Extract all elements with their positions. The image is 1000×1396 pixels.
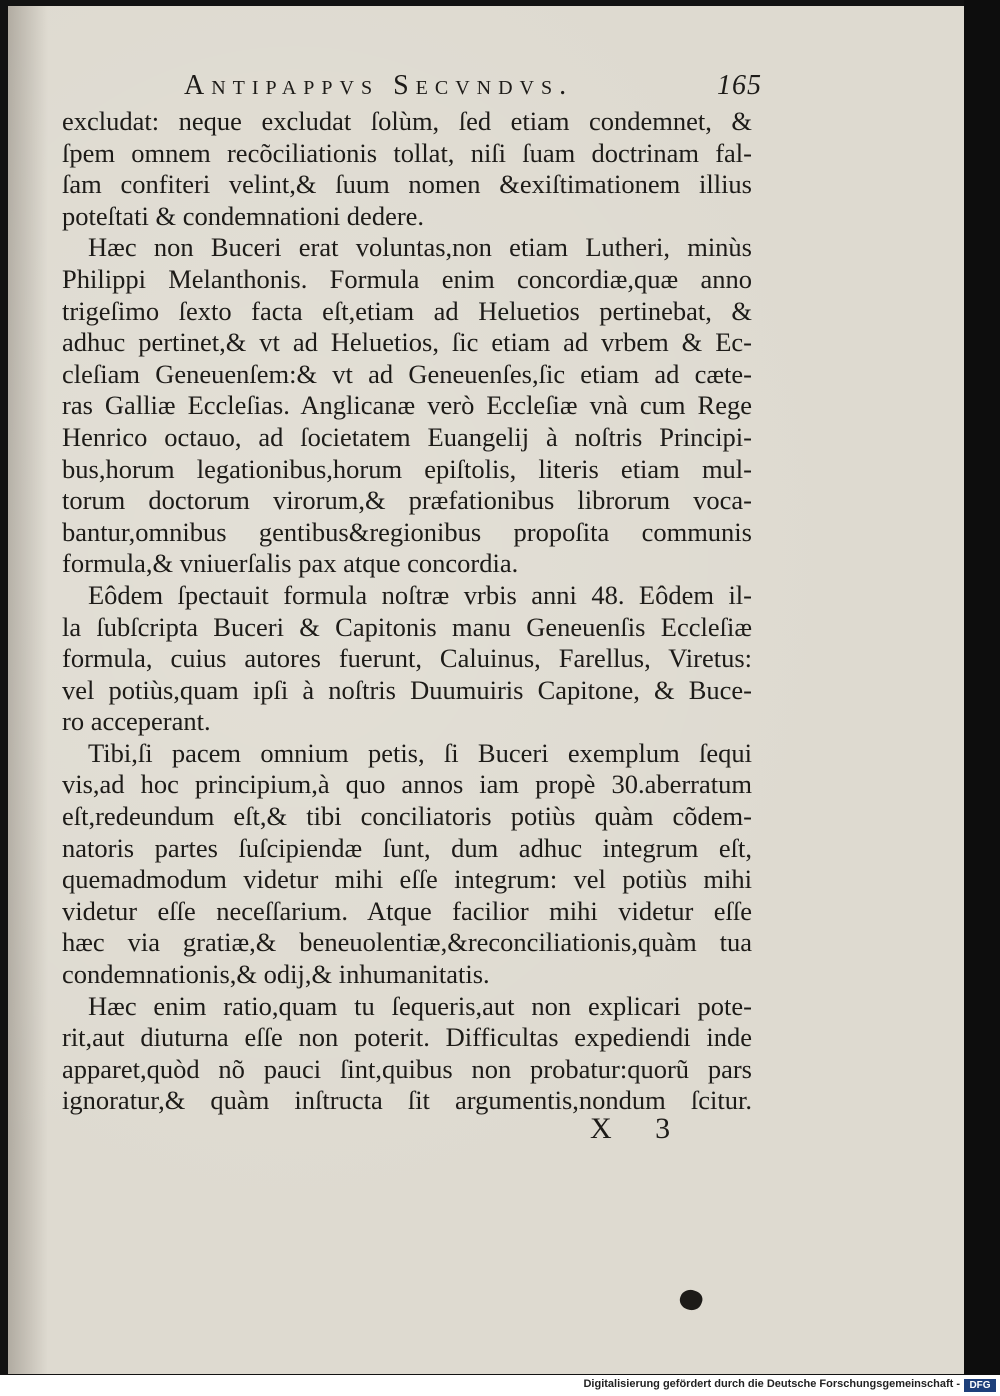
text-line: ſam confiteri velint,& ſuum nomen &exiſtimationem illius xyxy=(62,169,752,200)
text-line: ſpem omnem recõciliationis tollat, niſi ſuam doctrinam fal- xyxy=(62,137,752,168)
text-line: Hæc enim ratio,quam tu ſequeris,aut non explicari pote- xyxy=(88,990,752,1021)
text-line: la ſubſcripta Buceri & Capitonis manu Geneuenſis Eccleſiæ xyxy=(62,611,752,642)
signature-mark: X 3 xyxy=(590,1112,689,1145)
text-line: poteſtati & condemnationi dedere. xyxy=(62,200,425,231)
text-line: trigeſimo ſexto facta eſt,etiam ad Heluetios pertinebat, & xyxy=(62,295,752,326)
text-line: Henrico octauo, ad ſocietatem Euangelij à noſtris Principi- xyxy=(62,421,752,452)
text-line: videtur eſſe neceſſarium. Atque facilior mihi videtur eſſe xyxy=(62,895,752,926)
text-line: vel potiùs,quam ipſi à noſtris Duumuiris Capitone, & Buce- xyxy=(62,674,752,705)
page-text xyxy=(62,66,762,1117)
scan-edge xyxy=(964,0,1000,1375)
running-title: Antipappvs Secvndvs. xyxy=(184,70,574,101)
text-line: cleſiam Geneuenſem:& vt ad Geneuenſes,ſic etiam ad cæte- xyxy=(62,358,752,389)
text-line: ras Galliæ Eccleſias. Anglicanæ verò Eccleſiæ vnà cum Rege xyxy=(62,390,752,421)
text-line: condemnationis,& odij,& inhumanitatis. xyxy=(62,959,490,990)
page-header xyxy=(62,66,762,106)
text-line: ignoratur,& quàm inſtructa ſit argumentis,nondum ſcitur. xyxy=(62,1085,752,1116)
text-line: ro acceperant. xyxy=(62,706,211,737)
text-line: vis,ad hoc principium,à quo annos iam propè 30.aberratum xyxy=(62,769,752,800)
text-line: hæc via gratiæ,& beneuolentiæ,&reconciliationis,quàm tua xyxy=(62,927,752,958)
text-line: natoris partes ſuſcipiendæ ſunt, dum adhuc integrum eſt, xyxy=(62,832,752,863)
dfg-logo: DFG xyxy=(964,1379,996,1392)
page-number: 165 xyxy=(717,70,762,101)
text-line: Eôdem ſpectauit formula noſtræ vrbis anni 48. Eôdem il- xyxy=(88,579,752,610)
text-line: torum doctorum virorum,& præfationibus librorum voca- xyxy=(62,485,752,516)
text-line: Tibi,ſi pacem omnium petis, ſi Buceri exemplum ſequi xyxy=(88,737,752,768)
text-line: Philippi Melanthonis. Formula enim concordiæ,quæ anno xyxy=(62,263,752,294)
text-line: bantur,omnibus gentibus&regionibus propoſita communis xyxy=(62,516,752,547)
text-line: apparet,quòd nõ pauci ſint,quibus non probatur:quorũ pars xyxy=(62,1053,752,1084)
text-line: adhuc pertinet,& vt ad Heluetios, ſic etiam ad vrbem & Ec- xyxy=(62,327,752,358)
digitization-footer xyxy=(0,1376,1000,1396)
text-line: bus,horum legationibus,horum epiſtolis, literis etiam mul- xyxy=(62,453,752,484)
text-line: eſt,redeundum eſt,& tibi conciliatoris potiùs quàm cõdem- xyxy=(62,801,752,832)
text-line: quemadmodum videtur mihi eſſe integrum: vel potiùs mihi xyxy=(62,864,752,895)
text-line: Hæc non Buceri erat voluntas,non etiam Lutheri, minùs xyxy=(88,232,752,263)
text-line: excludat: neque excludat ſolùm, ſed etiam condemnet, & xyxy=(62,106,752,136)
footer-credit: Digitalisierung gefördert durch die Deutsche Forschungsgemeinschaft - xyxy=(583,1378,960,1390)
text-line: formula,& vniuerſalis pax atque concordia. xyxy=(62,548,519,579)
text-line: formula, cuius autores fuerunt, Caluinus, Farellus, Viretus: xyxy=(62,643,752,674)
text-line: rit,aut diuturna eſſe non poterit. Difficultas expediendi inde xyxy=(62,1022,752,1053)
